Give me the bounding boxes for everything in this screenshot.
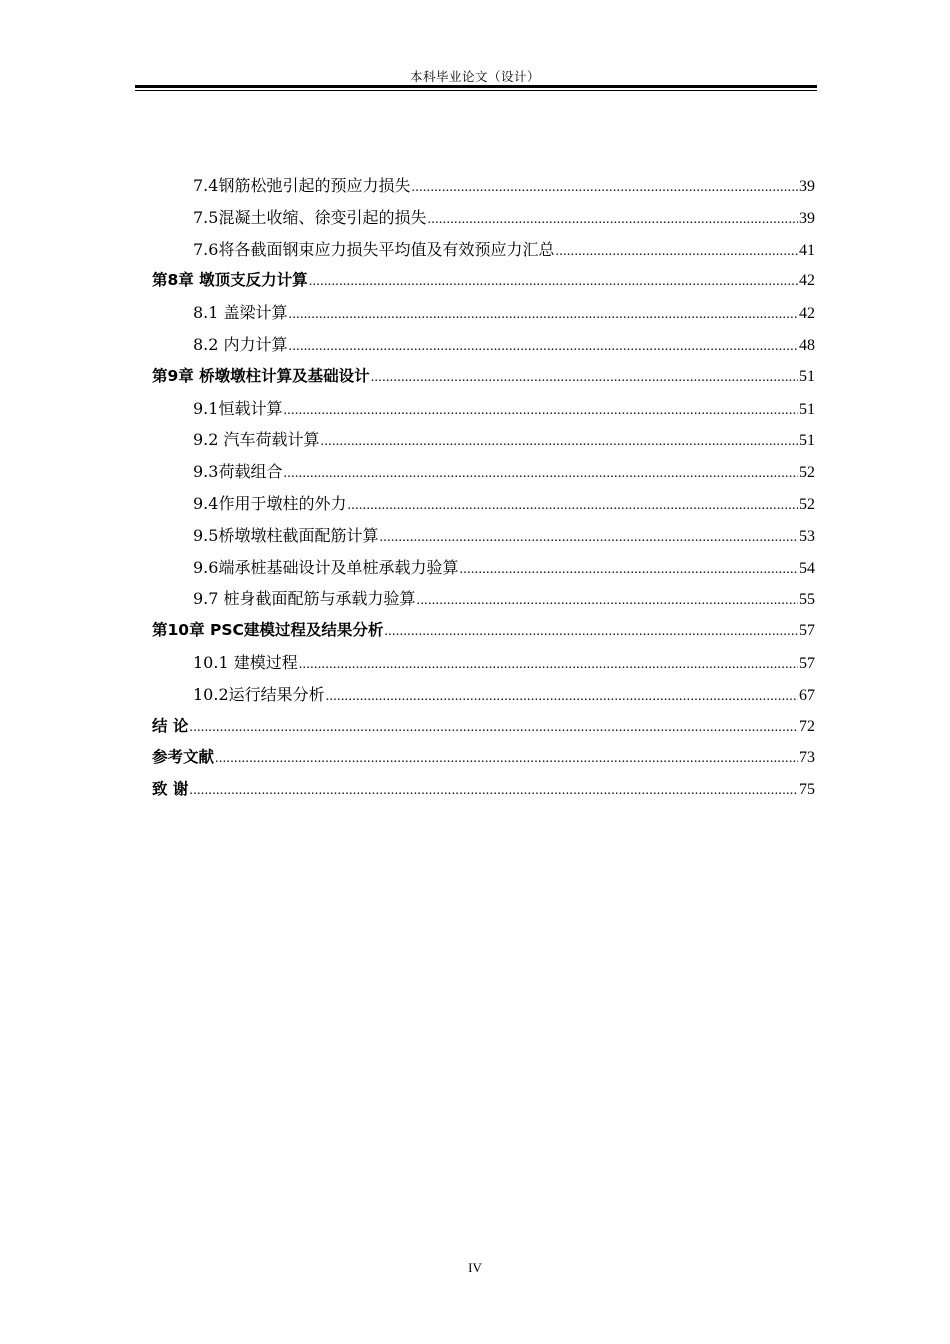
toc-section-entry[interactable]: [152, 297, 815, 329]
toc-entry-page-number: 57: [799, 654, 815, 672]
toc-entry-page-number: 57: [799, 622, 815, 640]
toc-section-entry[interactable]: [152, 679, 815, 711]
toc-dot-leader: [283, 395, 798, 427]
toc-dot-leader: [309, 266, 798, 298]
toc-entry-page-number: 39: [799, 178, 815, 195]
toc-entry-page-number: 51: [799, 367, 815, 385]
toc-section-entry[interactable]: [152, 456, 815, 488]
toc-chapter-entry[interactable]: [152, 615, 815, 647]
toc-entry-title: 第10章 PSC建模过程及结果分析: [152, 621, 384, 640]
toc-dot-leader: [299, 649, 798, 681]
toc-entry-title: 10.2运行结果分析: [193, 684, 325, 704]
toc-entry-title: 参考文献: [152, 748, 215, 767]
toc-chapter-entry[interactable]: [152, 774, 815, 806]
toc-entry-title: 7.6将各截面钢束应力损失平均值及有效预应力汇总: [193, 239, 555, 259]
toc-dot-leader: [326, 681, 798, 713]
toc-entry-title: 7.4钢筋松弛引起的预应力损失: [193, 176, 411, 195]
toc-dot-leader: [427, 204, 798, 236]
toc-section-entry[interactable]: [152, 520, 815, 552]
toc-section-entry[interactable]: [152, 488, 815, 520]
toc-section-entry[interactable]: [152, 170, 815, 202]
toc-entry-title: 致 谢: [152, 780, 189, 799]
toc-entry-title: 9.7 桩身截面配筋与承载力验算: [193, 589, 416, 609]
toc-dot-leader: [215, 743, 798, 775]
toc-entry-title: 9.2 汽车荷载计算: [193, 430, 320, 450]
toc-entry-page-number: 52: [799, 495, 815, 513]
toc-dot-leader: [384, 616, 798, 648]
toc-section-entry[interactable]: [152, 202, 815, 234]
toc-entry-page-number: 42: [799, 305, 815, 323]
toc-entry-page-number: 52: [799, 464, 815, 482]
toc-chapter-entry[interactable]: [152, 361, 815, 393]
toc-dot-leader: [555, 236, 798, 268]
toc-chapter-entry[interactable]: [152, 265, 815, 297]
toc-entry-page-number: 55: [799, 591, 815, 609]
toc-dot-leader: [347, 490, 798, 522]
toc-entry-page-number: 51: [799, 400, 815, 418]
table-of-contents: [152, 170, 815, 806]
toc-entry-title: 9.5桥墩墩柱截面配筋计算: [193, 525, 379, 545]
toc-entry-page-number: 75: [799, 781, 815, 799]
page-number: IV: [468, 1260, 482, 1275]
toc-entry-page-number: 53: [799, 527, 815, 545]
toc-entry-title: 9.3荷载组合: [193, 462, 283, 482]
header-rule-thin: [135, 90, 817, 91]
toc-entry-page-number: 73: [799, 749, 815, 767]
toc-dot-leader: [321, 426, 798, 458]
toc-dot-leader: [411, 172, 798, 204]
toc-entry-title: 8.1 盖梁计算: [193, 303, 288, 323]
toc-dot-leader: [289, 331, 798, 363]
toc-entry-page-number: 39: [799, 209, 815, 227]
toc-entry-title: 8.2 内力计算: [193, 334, 288, 354]
toc-chapter-entry[interactable]: [152, 711, 815, 743]
toc-entry-title: 9.1恒载计算: [193, 398, 283, 418]
toc-entry-title: 结 论: [152, 716, 189, 735]
toc-dot-leader: [189, 775, 798, 807]
toc-chapter-entry[interactable]: [152, 742, 815, 774]
toc-section-entry[interactable]: [152, 329, 815, 361]
toc-dot-leader: [379, 522, 798, 554]
toc-section-entry[interactable]: [152, 234, 815, 266]
page-header-title: 本科毕业论文（设计）: [409, 69, 540, 84]
toc-dot-leader: [459, 554, 798, 586]
toc-entry-title: 10.1 建模过程: [193, 652, 298, 672]
toc-entry-page-number: 72: [799, 717, 815, 735]
toc-dot-leader: [371, 362, 798, 394]
toc-entry-title: 9.6端承桩基础设计及单桩承载力验算: [193, 557, 459, 577]
toc-section-entry[interactable]: [152, 552, 815, 584]
toc-section-entry[interactable]: [152, 583, 815, 615]
header-rule-thick: [135, 85, 817, 88]
toc-entry-page-number: 48: [799, 336, 815, 354]
toc-entry-title: 9.4作用于墩柱的外力: [193, 493, 347, 513]
toc-dot-leader: [283, 458, 798, 490]
toc-section-entry[interactable]: [152, 393, 815, 425]
toc-dot-leader: [417, 585, 798, 617]
toc-dot-leader: [289, 299, 798, 331]
toc-entry-page-number: 67: [799, 686, 815, 704]
toc-entry-page-number: 41: [799, 241, 815, 259]
toc-entry-page-number: 42: [799, 272, 815, 290]
toc-entry-page-number: 51: [799, 432, 815, 450]
toc-entry-page-number: 54: [799, 559, 815, 577]
toc-entry-title: 第9章 桥墩墩柱计算及基础设计: [152, 366, 370, 385]
toc-entry-title: 7.5混凝土收缩、徐变引起的损失: [193, 207, 427, 227]
toc-section-entry[interactable]: [152, 647, 815, 679]
toc-section-entry[interactable]: [152, 424, 815, 456]
toc-dot-leader: [189, 712, 798, 744]
toc-entry-title: 第8章 墩顶支反力计算: [152, 271, 308, 290]
